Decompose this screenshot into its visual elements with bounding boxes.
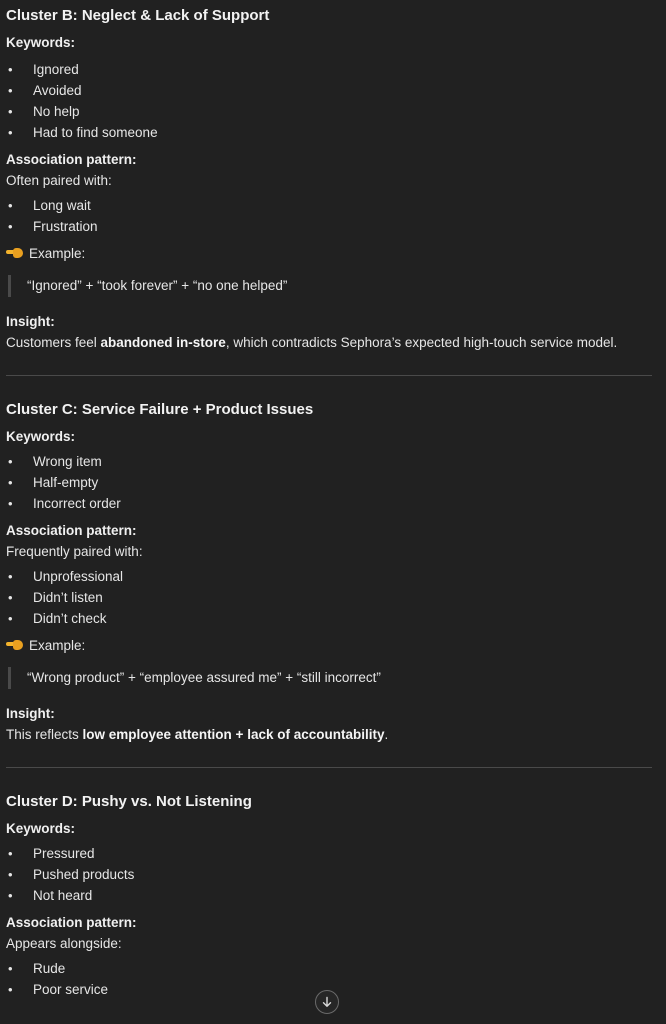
- list-item: • Rude: [6, 958, 652, 979]
- cluster-c-insight-label: Insight:: [6, 706, 55, 721]
- cluster-c-keywords-list: [6, 451, 652, 514]
- bullet-icon: •: [8, 219, 13, 234]
- list-item: • Poor service: [6, 979, 652, 1000]
- list-item: • Avoided: [6, 80, 652, 101]
- bullet-icon: •: [8, 846, 13, 861]
- list-item: • Didn’t listen: [6, 587, 652, 608]
- cluster-c-example-quote: “Wrong product” + “employee assured me” + “still incorrect”: [8, 667, 652, 689]
- bullet-icon: •: [8, 569, 13, 584]
- list-item: • Frustration: [6, 216, 652, 237]
- cluster-d-pattern-intro: Appears alongside:: [6, 936, 122, 951]
- cluster-d-keywords-label: Keywords:: [6, 821, 76, 836]
- bullet-icon: •: [8, 104, 13, 119]
- list-item: • Had to find someone: [6, 122, 652, 143]
- cluster-c-insight-text: This reflects low employee attention + lack of accountability.: [6, 727, 389, 742]
- cluster-d-keywords-list: [6, 843, 652, 906]
- arrow-down-icon: [321, 996, 333, 1008]
- list-item: • No help: [6, 101, 652, 122]
- cluster-c-example: [6, 635, 652, 657]
- cluster-c-keywords-label: Keywords:: [6, 429, 76, 444]
- chat-message-content: [6, 0, 652, 1000]
- cluster-c-pattern-list: [6, 566, 652, 629]
- scroll-to-bottom-button[interactable]: [315, 990, 339, 1014]
- bullet-icon: •: [8, 83, 13, 98]
- cluster-c-pattern-intro: Frequently paired with:: [6, 544, 143, 559]
- cluster-b-insight-label: Insight:: [6, 314, 55, 329]
- bullet-icon: •: [8, 867, 13, 882]
- list-item: • Long wait: [6, 195, 652, 216]
- cluster-b-pattern-list: [6, 195, 652, 237]
- cluster-b-insight-text: Customers feel abandoned in-store, which contradicts Sephora’s expected high-touch service model.: [6, 335, 618, 350]
- cluster-b-example: [6, 243, 652, 265]
- cluster-b-keywords-list: [6, 59, 652, 143]
- list-item: • Ignored: [6, 59, 652, 80]
- cluster-c-title: Cluster C: Service Failure + Product Issues: [6, 401, 314, 418]
- cluster-d-pattern-label: Association pattern:: [6, 915, 137, 930]
- bullet-icon: •: [8, 982, 13, 997]
- cluster-b-pattern-intro: Often paired with:: [6, 173, 112, 188]
- bullet-icon: •: [8, 611, 13, 626]
- bullet-icon: •: [8, 888, 13, 903]
- list-item: • Pressured: [6, 843, 652, 864]
- bullet-icon: •: [8, 198, 13, 213]
- bullet-icon: •: [8, 475, 13, 490]
- bullet-icon: •: [8, 961, 13, 976]
- list-item: • Unprofessional: [6, 566, 652, 587]
- cluster-d-title: Cluster D: Pushy vs. Not Listening: [6, 793, 252, 810]
- list-item: • Incorrect order: [6, 493, 652, 514]
- cluster-c-pattern-label: Association pattern:: [6, 523, 137, 538]
- list-item: • Not heard: [6, 885, 652, 906]
- list-item: • Wrong item: [6, 451, 652, 472]
- cluster-b-example-quote: “Ignored” + “took forever” + “no one helped”: [8, 275, 652, 297]
- cluster-b-keywords-label: Keywords:: [6, 35, 76, 50]
- pointing-hand-icon: [6, 639, 24, 651]
- bullet-icon: •: [8, 496, 13, 511]
- list-item: • Pushed products: [6, 864, 652, 885]
- bullet-icon: •: [8, 62, 13, 77]
- cluster-b-pattern-label: Association pattern:: [6, 152, 137, 167]
- pointing-hand-icon: [6, 247, 24, 259]
- bullet-icon: •: [8, 590, 13, 605]
- bullet-icon: •: [8, 125, 13, 140]
- cluster-b-title: Cluster B: Neglect & Lack of Support: [6, 7, 270, 24]
- cluster-c-example-label: Example:: [29, 638, 86, 653]
- bullet-icon: •: [8, 454, 13, 469]
- list-item: • Half-empty: [6, 472, 652, 493]
- list-item: • Didn’t check: [6, 608, 652, 629]
- cluster-b-example-label: Example:: [29, 246, 86, 261]
